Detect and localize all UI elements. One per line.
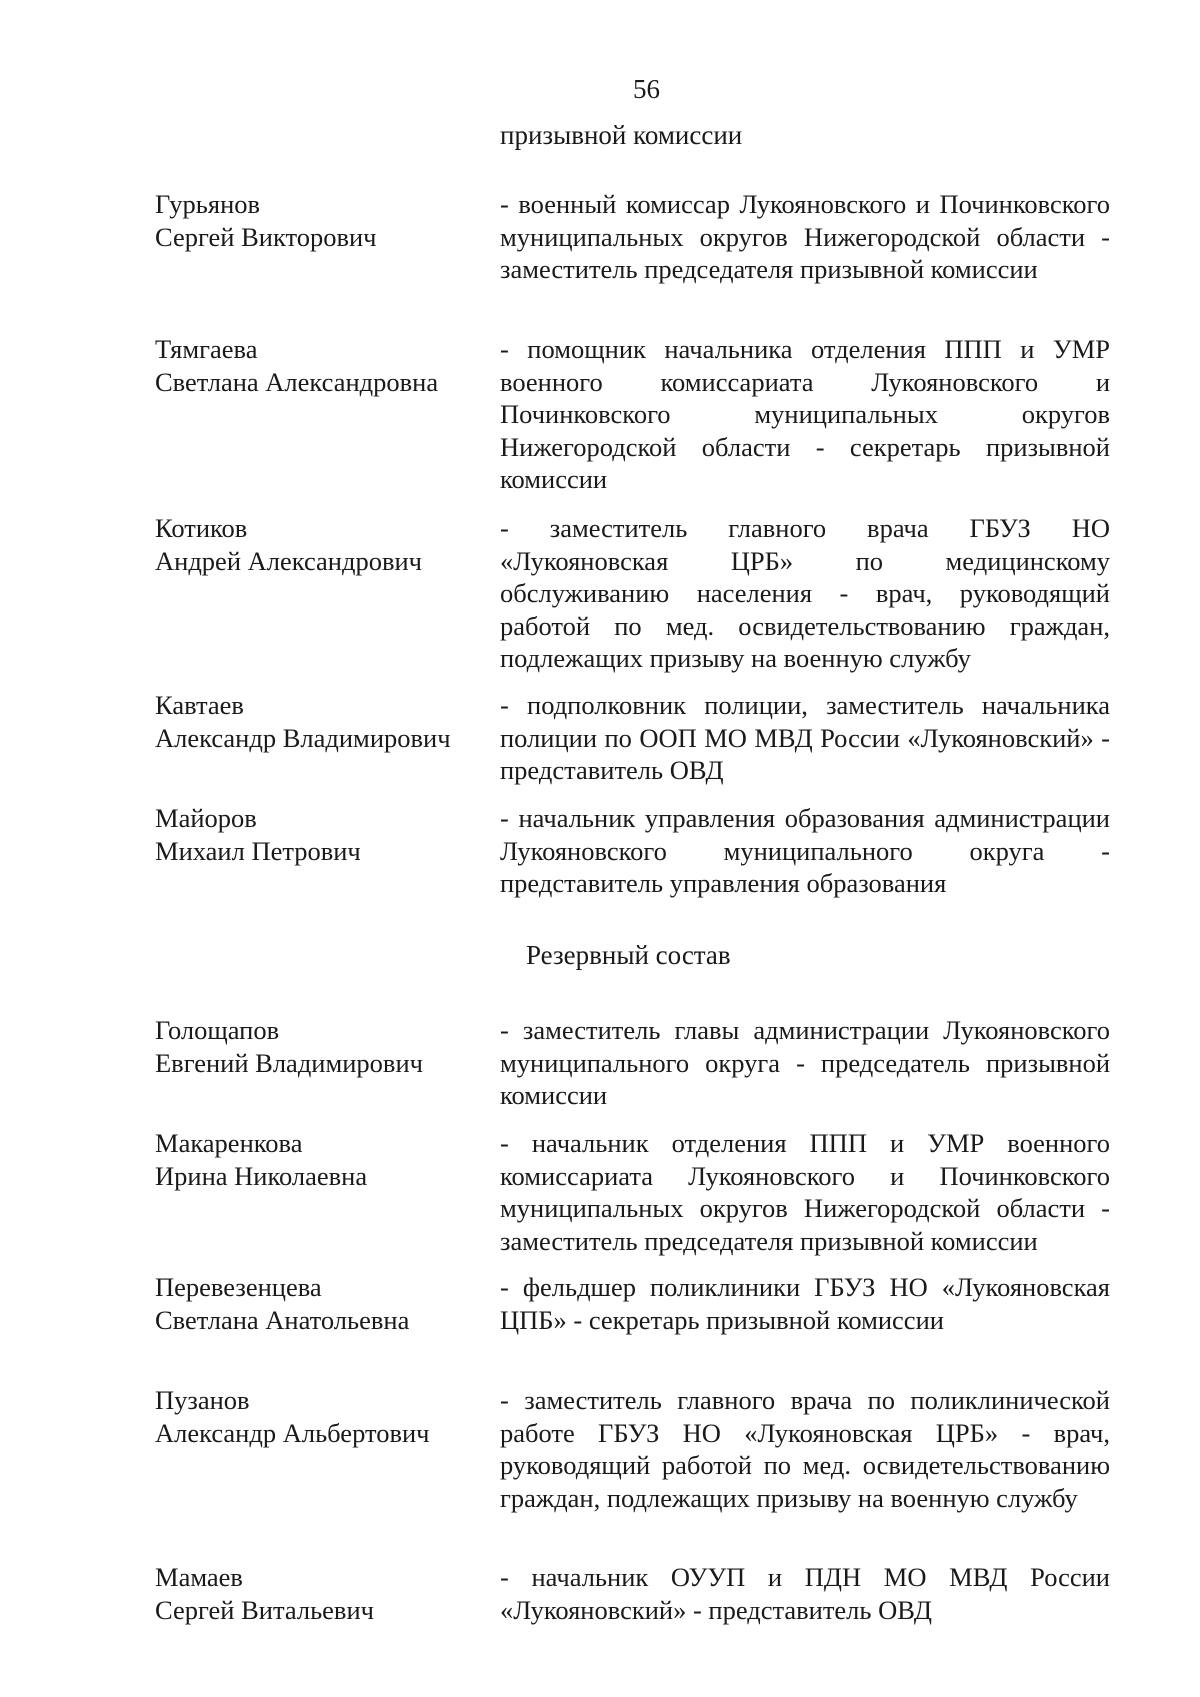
member-surname: Гурьянов: [155, 189, 261, 219]
member-given-name: Александр Владимирович: [155, 722, 451, 753]
member-role: - начальник ОУУП и ПДН МО МВД России «Лукояновский» - представитель ОВД: [500, 1562, 1110, 1625]
member-given-name: Светлана Александровна: [155, 366, 439, 397]
member-given-name: Ирина Николаевна: [155, 1160, 368, 1191]
member-name: [155, 1384, 485, 1449]
member-surname: Перевезенцева: [155, 1272, 322, 1302]
section-title: призывной комиссии: [500, 120, 743, 150]
member-role: - подполковник полиции, заместитель начальника полиции по ООП МО МВД России «Лукояновский» - представитель ОВД: [500, 690, 1110, 786]
member-given-name: Сергей Викторович: [155, 221, 377, 252]
member-role: - начальник отделения ППП и УМР военного комиссариата Лукояновского и Починковского муниципальных округов Нижегородской области - заместитель председателя призывной комиссии: [500, 1128, 1110, 1256]
member-role: - начальник управления образования администрации Лукояновского муниципального округа - представитель управления образования: [500, 803, 1110, 899]
member-name: [155, 1271, 485, 1336]
member-role: - заместитель главы администрации Лукояновского муниципального округа - председатель призывной комиссии: [500, 1015, 1110, 1111]
reserve-section-title: Резервный состав: [526, 940, 731, 970]
page-number: 56: [633, 74, 660, 104]
member-name: [155, 1014, 485, 1079]
member-surname: Кавтаев: [155, 690, 244, 720]
member-name: [155, 689, 485, 754]
member-name: [155, 1561, 485, 1626]
member-given-name: Сергей Витальевич: [155, 1594, 374, 1625]
member-surname: Мамаев: [155, 1562, 243, 1592]
member-name: [155, 333, 485, 398]
member-name: [155, 512, 485, 577]
member-surname: Пузанов: [155, 1385, 250, 1415]
member-given-name: Евгений Владимирович: [155, 1047, 423, 1078]
member-given-name: Светлана Анатольевна: [155, 1304, 410, 1335]
member-role: - заместитель главного врача ГБУЗ НО «Лукояновская ЦРБ» по медицинскому обслуживанию населения - врач, руководящий работой по мед. освидетельствованию граждан, подлежащих призыву на военную службу: [500, 513, 1110, 674]
member-surname: Тямгаева: [155, 334, 258, 364]
member-name: [155, 802, 485, 867]
member-given-name: Андрей Александрович: [155, 545, 422, 576]
member-role: - военный комиссар Лукояновского и Починковского муниципальных округов Нижегородской области - заместитель председателя призывной комиссии: [500, 189, 1110, 285]
member-role: - фельдшер поликлиники ГБУЗ НО «Лукояновская ЦПБ» - секретарь призывной комиссии: [500, 1272, 1110, 1335]
member-role: - заместитель главного врача по поликлинической работе ГБУЗ НО «Лукояновская ЦРБ» - врач, руководящий работой по мед. освидетельствованию граждан, подлежащих призыву на военную службу: [500, 1385, 1110, 1513]
member-name: [155, 188, 485, 253]
member-surname: Котиков: [155, 513, 248, 543]
member-role: - помощник начальника отделения ППП и УМР военного комиссариата Лукояновского и Починковского муниципальных округов Нижегородской области - секретарь призывной комиссии: [500, 334, 1110, 495]
member-given-name: Александр Альбертович: [155, 1417, 430, 1448]
member-name: [155, 1127, 485, 1192]
member-surname: Макаренкова: [155, 1128, 303, 1158]
member-surname: Голощапов: [155, 1015, 280, 1045]
member-given-name: Михаил Петрович: [155, 835, 361, 866]
member-surname: Майоров: [155, 803, 257, 833]
